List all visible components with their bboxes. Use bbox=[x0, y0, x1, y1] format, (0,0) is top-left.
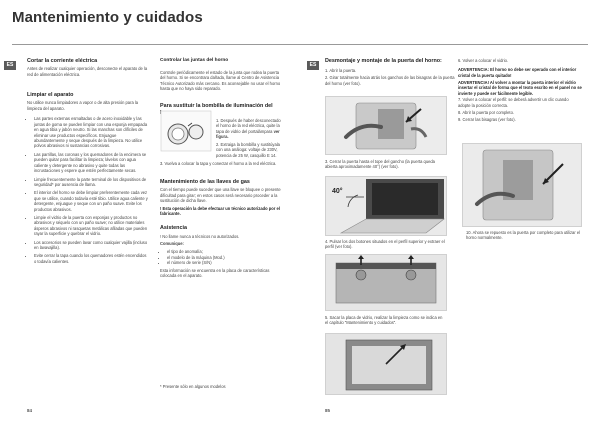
list-item: • el modelo de la máquina (Mod.) bbox=[167, 255, 283, 260]
door-step-6: 6. Volver a colocar el vidrio. bbox=[458, 58, 509, 63]
list-item: • Los accesorios se pueden lavar como cualquier vajilla (incluso en lavavajilla). bbox=[34, 240, 148, 251]
list-item: • Las partes externas esmaltadas o de acero inoxidable y las juntas de goma se pueden limpiar con una esponja empapada en agua tibia y jabón neutro. Si las manchas son difíciles de eliminar use productos específicos. Enjuague abundantemente y seque después de la limpieza. No utilice polvos abrasivos ni sustancias corrosivas. bbox=[34, 116, 148, 148]
list-item: • el tipo de anomalía; bbox=[167, 249, 283, 254]
door-step-2: 2. Girar totalmente hacia atrás los ganchos de las bisagras de la puerta del horno (ver foto). bbox=[325, 75, 455, 86]
page-title: Mantenimiento y cuidados bbox=[12, 9, 203, 26]
door-step-9: 9. Cerrar las bisagras (ver foto). bbox=[458, 116, 516, 122]
door-step-7: 7. Volver a colocar el perfil: se deberá advertir un clic cuando adopte la posición correcta. bbox=[458, 97, 569, 108]
warning-2: ADVERTENCIA! Al volver a montar la puerta interior el vidrio insertar el cristal de forma que el texto escrito en el panel no se invierte y puede ser fácilmente legible. bbox=[458, 79, 582, 96]
right-column-1d bbox=[325, 315, 445, 327]
hinge-photo-2 bbox=[462, 143, 582, 227]
right-column-1 bbox=[325, 58, 455, 88]
gas-note: ! Esta operación la debe efectuar un técnico autorizado por el fabricante. bbox=[160, 205, 280, 217]
assistance-paragraph: Esta información se encuentra en la placa de características colocada en el aparato. bbox=[160, 267, 270, 278]
page-number-right: 85 bbox=[325, 408, 331, 413]
door-angle-photo bbox=[325, 176, 447, 236]
bulb-figure bbox=[160, 110, 212, 144]
cleaning-intro: No utilice nunca limpiadores a vapor o de alta presión para la limpieza del aparato. bbox=[27, 100, 139, 111]
heading-door: Desmontaje y montaje de la puerta del horno: bbox=[325, 58, 442, 64]
bulb-step-3: 3. Vuelva a colocar la tapa y conectar el horno a la red eléctrica. bbox=[160, 160, 277, 166]
heading-bulb: Para sustituir la bombilla de iluminación del bbox=[160, 103, 273, 110]
left-column-2 bbox=[160, 58, 283, 281]
door-step-8: 8. Abrir la puerta por completo. bbox=[458, 109, 514, 115]
heading-joints: Controlar las juntas del horno bbox=[160, 58, 229, 63]
heading-cleaning: Limpiar el aparato bbox=[27, 91, 74, 98]
hinge-photo-1 bbox=[325, 96, 447, 155]
header-rule bbox=[12, 44, 588, 45]
profile-photo bbox=[325, 254, 447, 311]
door-step-3: 3. Cerrar la puerta hasta el tope del gancho (la puerta queda abierta aproximadamente 40°) (ver foto). bbox=[325, 159, 435, 170]
assistance-note: ! No llame nunca a técnicos no autorizados. bbox=[160, 233, 240, 239]
heading-gas: Mantenimiento de las llaves de gas bbox=[160, 178, 250, 185]
power-paragraph: Antes de realizar cualquier operación, desconecte el aparato de la red de alimentación eléctrica. bbox=[27, 66, 148, 77]
heading-assistance: Asistencia bbox=[160, 225, 187, 232]
page-number-left: 84 bbox=[27, 408, 33, 413]
door-step-10: 10. Ahora se repuesto es la puerta por completo para utilizar el horno normalmente. bbox=[466, 230, 581, 241]
list-item: • Las parrillas, las coronas y los quemadores de la encimera se pueden quitar para facilitar la limpieza; lávelos con agua caliente y detergente no abrasivo y quite todas las incrustaciones y espere que estén perfectamente secas. bbox=[34, 152, 148, 174]
warning-1: ADVERTENCIA: El horno no debe ser operado con el interior cristal de la puerta quitado! bbox=[458, 67, 577, 78]
door-step-5: 5. Sacar la placa de vidrio, realizar la limpieza como se indica en el capítulo "Mantenimiento y cuidados". bbox=[325, 315, 443, 326]
bulb-step-1: 1. Después de haber desconectado el horno de la red eléctrica, quite la tapa de vidrio del portalámpara ver figura. bbox=[216, 117, 281, 140]
comunique-label: Comunique: bbox=[160, 241, 184, 247]
left-column-1 bbox=[27, 58, 148, 267]
list-item: • Limpie frecuentemente la parte terminal de los dispositivos de seguridad* por ausencia de llama. bbox=[34, 177, 148, 188]
angle-label: 40° bbox=[332, 188, 343, 195]
cleaning-list bbox=[27, 116, 148, 264]
language-tag-left: ES bbox=[4, 61, 16, 70]
right-column-2b bbox=[466, 230, 580, 242]
joints-paragraph: Controle periódicamente el estado de la junta que rodea la puerta del horno. Si se encontrara dañada, llame al Centro de Asistencia Técnico Autorizado más cercano. Es aconsejable no usar el horno hasta que no haya sido reparado. bbox=[160, 70, 281, 92]
gas-paragraph: Con el tiempo puede suceder que una llave se bloquee o presente dificultad para girar; en estos casos será necesario proceder a la sustitución de dicha llave. bbox=[160, 187, 281, 203]
heading-power: Cortar la corriente eléctrica bbox=[27, 58, 98, 64]
bulb-step-2: 2. Extraiga la bombilla y sustitúyala con una análoga: voltaje de 230V, potencia de 25 W, casquillo E 14. bbox=[216, 142, 280, 158]
list-item: • Evite cerrar la tapa cuando los quemadores estén encendidos o todavía calientes. bbox=[34, 253, 148, 264]
list-item: • El interior del horno se debe limpiar preferentemente cada vez que se utilice, cuando todavía esté tibio. Utilice agua caliente y detergente, enjuague y seque con un paño suave. Evite los productos abrasivos. bbox=[34, 190, 148, 212]
door-step-1: 1. Abrir la puerta. bbox=[325, 68, 357, 74]
language-tag-right: ES bbox=[307, 61, 319, 70]
assistance-list bbox=[160, 249, 283, 265]
footnote: * Presente sólo en algunos modelos bbox=[160, 384, 226, 389]
list-item: • el número de serie (S/N) bbox=[167, 260, 283, 265]
door-step-4: 4. Pulsar los dos botones situados en el perfil superior y extraer el perfil (ver foto). bbox=[325, 239, 445, 250]
right-column-1b bbox=[325, 159, 445, 171]
glass-photo bbox=[325, 333, 447, 395]
right-column-1c bbox=[325, 239, 445, 251]
list-item: • Limpie el vidrio de la puerta con esponjas y productos no abrasivos y séquelo con un paño suave; no utilice materiales ásperos abrasivos ni rasquetas metálicas afiladas que pueden rayar la superficie y quebrar el vidrio. bbox=[34, 215, 148, 237]
right-column-2 bbox=[458, 58, 582, 124]
